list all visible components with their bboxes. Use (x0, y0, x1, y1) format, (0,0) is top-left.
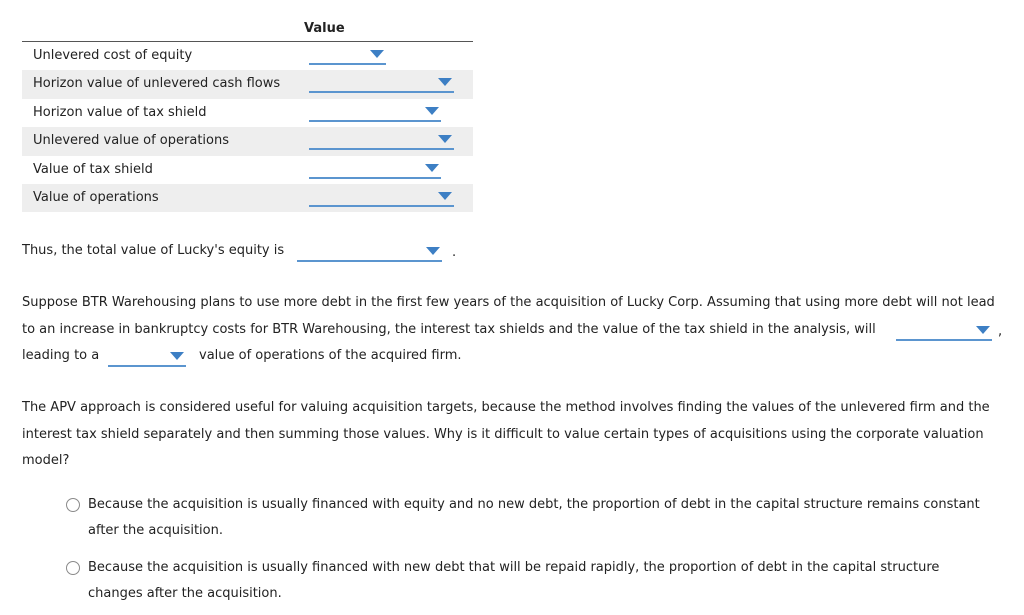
debt-paragraph-line-3-end: value of operations of the acquired firm. (199, 348, 462, 363)
row-label-value-of-operations: Value of operations (33, 189, 159, 205)
chevron-down-icon (425, 164, 439, 172)
table-row (22, 42, 473, 70)
debt-paragraph-line-2: to an increase in bankruptcy costs for BTR Warehousing, the interest tax shields and the value of the tax shield in the analysis, will (22, 322, 876, 337)
option-2-radio[interactable] (66, 561, 80, 575)
horizon-value-tax-shield-dropdown[interactable] (309, 102, 441, 122)
table-row (22, 156, 473, 184)
chevron-down-icon (370, 50, 384, 58)
option-2-line-2: changes after the acquisition. (88, 586, 282, 601)
debt-paragraph-line-3: leading to a (22, 348, 100, 363)
apv-paragraph-line-1: The APV approach is considered useful for valuing acquisition targets, because the method involves finding the values of the unlevered firm and the (22, 400, 990, 415)
equity-sentence-period: . (452, 245, 457, 260)
chevron-down-icon (438, 192, 452, 200)
horizon-value-unlevered-dropdown[interactable] (309, 73, 454, 93)
row-label-unlevered-value-of-operations: Unlevered value of operations (33, 133, 229, 149)
chevron-down-icon (170, 352, 184, 360)
chevron-down-icon (438, 78, 452, 86)
debt-paragraph-comma: , (998, 324, 1003, 339)
debt-paragraph-line-1: Suppose BTR Warehousing plans to use more debt in the first few years of the acquisition of Lucky Corp. Assuming that using more debt will not lead (22, 295, 995, 310)
row-label-value-of-tax-shield: Value of tax shield (33, 161, 153, 177)
total-equity-value-dropdown[interactable] (297, 242, 442, 262)
equity-sentence-text: Thus, the total value of Lucky's equity is (22, 243, 285, 258)
value-of-tax-shield-dropdown[interactable] (309, 159, 441, 179)
apv-paragraph-line-2: interest tax shield separately and then summing those values. Why is it difficult to value certain types of acquisitions using the corporate valuation (22, 427, 984, 442)
unlevered-cost-of-equity-dropdown[interactable] (309, 45, 386, 65)
table-row (22, 70, 473, 98)
option-2-line-1: Because the acquisition is usually financed with new debt that will be repaid rapidly, the proportion of debt in the capital structure (88, 560, 940, 575)
apv-paragraph-line-3: model? (22, 453, 70, 468)
chevron-down-icon (426, 247, 440, 255)
value-column-header: Value (304, 21, 345, 36)
tax-shield-change-dropdown[interactable] (896, 321, 992, 341)
option-1-line-1: Because the acquisition is usually financed with equity and no new debt, the proportion of debt in the capital structure remains constant (88, 497, 980, 512)
row-label-horizon-value-tax-shield: Horizon value of tax shield (33, 104, 207, 120)
row-label-unlevered-cost-of-equity: Unlevered cost of equity (33, 48, 193, 63)
option-1-radio[interactable] (66, 498, 80, 512)
table-row (22, 127, 473, 155)
chevron-down-icon (425, 107, 439, 115)
table-row (22, 99, 473, 127)
row-label-horizon-value-unlevered: Horizon value of unlevered cash flows (33, 76, 281, 92)
table-row (22, 184, 473, 212)
value-of-operations-change-dropdown[interactable] (108, 347, 186, 367)
table-header (22, 16, 473, 42)
chevron-down-icon (976, 326, 990, 334)
value-of-operations-dropdown[interactable] (309, 187, 454, 207)
unlevered-value-of-operations-dropdown[interactable] (309, 130, 454, 150)
chevron-down-icon (438, 135, 452, 143)
option-1-line-2: after the acquisition. (88, 523, 223, 538)
value-table (22, 16, 473, 212)
